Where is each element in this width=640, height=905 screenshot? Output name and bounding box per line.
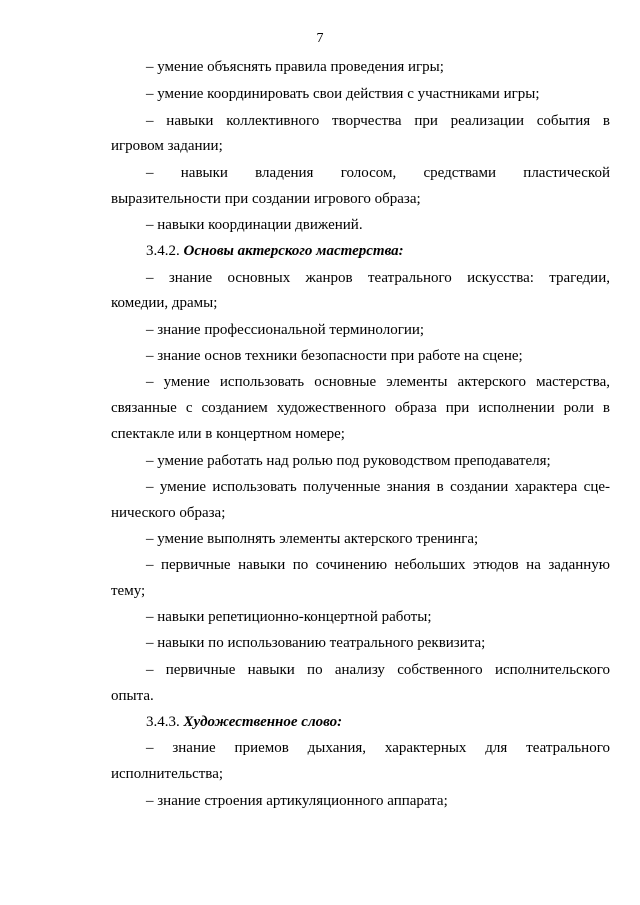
section-heading — [146, 712, 610, 732]
list-item: – знание профессиональной терминологии; — [146, 322, 425, 338]
list-item: – навыки координации движений. — [146, 217, 363, 233]
list-item-continuation: связанные с созданием художественного образа при исполнении роли в — [111, 400, 610, 416]
list-item-continuation: опыта. — [111, 688, 154, 704]
list-item: – первичные навыки по анализу собственного исполнительского — [146, 662, 610, 678]
list-item-continuation: тему; — [111, 583, 146, 599]
list-item: – навыки репетиционно-концертной работы; — [146, 609, 432, 625]
list-item: – знание основных жанров театрального искусства: трагедии, — [146, 270, 610, 286]
page-number: 7 — [316, 31, 324, 46]
list-item: – умение выполнять элементы актерского тренинга; — [146, 531, 479, 547]
list-item: – умение использовать полученные знания в создании характера сце- — [146, 479, 610, 495]
list-item-continuation: спектакле или в концертном номере; — [111, 426, 345, 442]
list-item: – умение объяснять правила проведения игры; — [146, 59, 444, 75]
list-item: – умение использовать основные элементы актерского мастерства, — [146, 374, 610, 390]
list-item-continuation: выразительности при создании игрового образа; — [111, 191, 421, 207]
list-item-continuation: исполнительства; — [111, 766, 224, 782]
list-item: – навыки владения голосом, средствами пластической — [146, 165, 610, 181]
section-number: 3.4.2. — [146, 243, 180, 259]
list-item: – навыки по использованию театрального реквизита; — [146, 635, 486, 651]
list-item: – умение работать над ролью под руководством преподавателя; — [146, 453, 551, 469]
section-heading — [146, 241, 610, 261]
list-item: – первичные навыки по сочинению небольших этюдов на заданную — [146, 557, 610, 573]
list-item: – знание основ техники безопасности при работе на сцене; — [146, 348, 523, 364]
section-title: Художественное слово: — [183, 714, 343, 730]
section-number: 3.4.3. — [146, 714, 180, 730]
list-item: – знание приемов дыхания, характерных для театрального — [146, 740, 610, 756]
list-item: – навыки коллективного творчества при реализации события в — [146, 113, 610, 129]
list-item-continuation: комедии, драмы; — [111, 295, 218, 311]
section-title: Основы актерского мастерства: — [183, 243, 404, 259]
list-item: – умение координировать свои действия с участниками игры; — [146, 86, 540, 102]
list-item-continuation: нического образа; — [111, 505, 226, 521]
list-item: – знание строения артикуляционного аппарата; — [146, 793, 448, 809]
list-item-continuation: игровом задании; — [111, 138, 223, 154]
